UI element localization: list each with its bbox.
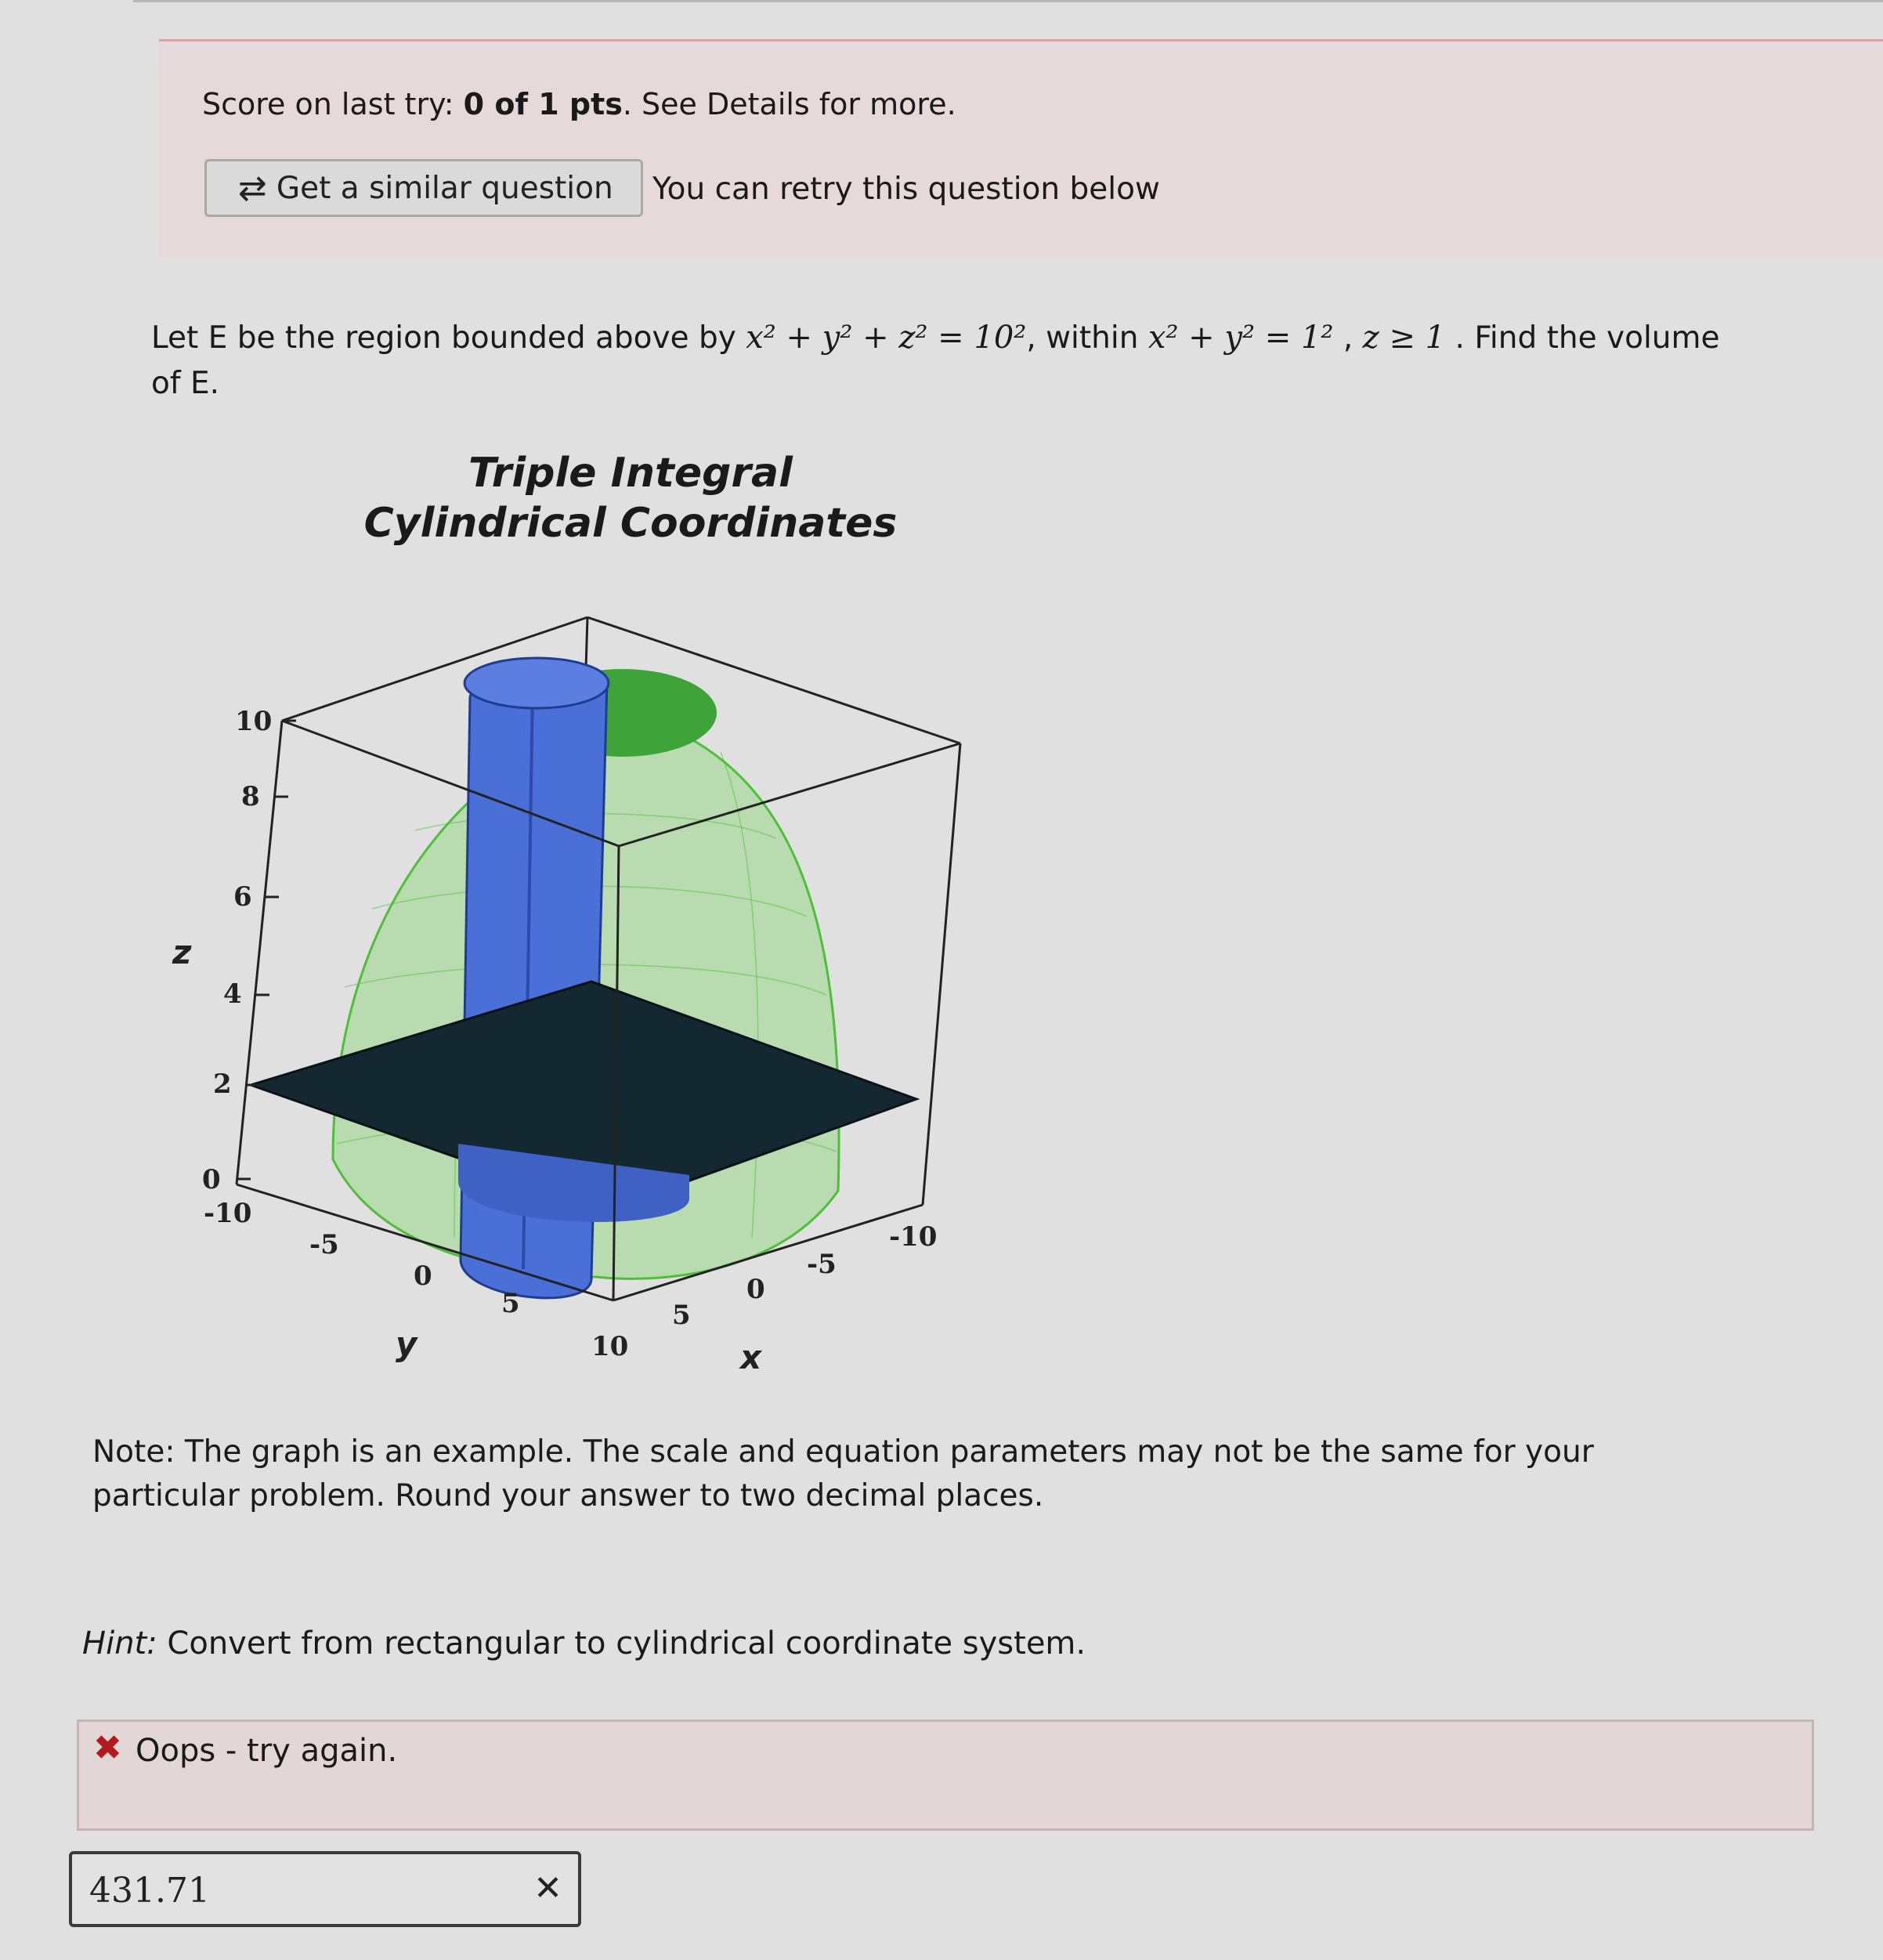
y-tick-10: 10 — [591, 1331, 629, 1362]
sphere-equation: x² + y² + z² = 10² — [746, 320, 1027, 356]
x-axis-label: x — [740, 1338, 762, 1376]
y-axis-label: y — [396, 1325, 417, 1363]
x-tick-5: 5 — [672, 1300, 691, 1331]
hint-label: Hint: — [82, 1625, 157, 1662]
cylinder-equation: x² + y² = 1² — [1148, 320, 1334, 356]
note-text: Note: The graph is an example. The scale and equation parameters may not be the same for your particular problem. Round your answer to two decimal places. — [92, 1434, 1594, 1513]
z-tick-0: 0 — [202, 1164, 221, 1195]
score-panel — [159, 39, 1883, 257]
hint-body: Convert from rectangular to cylindrical coordinate system. — [157, 1625, 1086, 1662]
score-text — [202, 87, 956, 121]
similar-button-label: Get a similar question — [276, 170, 613, 206]
question-part3: , — [1333, 320, 1363, 356]
question-part2: , within — [1026, 320, 1148, 356]
answer-input[interactable] — [88, 1865, 529, 1915]
x-tick-0: 0 — [746, 1274, 765, 1305]
get-similar-question-button[interactable] — [204, 159, 643, 217]
z-tick-2: 2 — [213, 1069, 232, 1100]
score-prefix: Score on last try: — [202, 87, 464, 121]
question-text — [151, 315, 1757, 407]
retry-text: You can retry this question below — [652, 172, 1160, 207]
question-part1: Let E be the region bounded above by — [151, 320, 746, 356]
question-part4: . Find the volume of E. — [151, 320, 1720, 401]
graph-title-line2: Cylindrical Coordinates — [363, 500, 898, 547]
y-tick-minus10: -10 — [204, 1198, 252, 1229]
y-tick-0: 0 — [414, 1260, 432, 1292]
x-tick-minus5: -5 — [807, 1249, 837, 1280]
y-tick-minus5: -5 — [309, 1229, 339, 1260]
cylinder-top — [464, 658, 609, 708]
score-value: 0 of 1 pts — [463, 87, 623, 121]
feedback-panel — [77, 1720, 1814, 1831]
hint-text — [82, 1625, 1086, 1662]
graph-title — [349, 448, 913, 548]
clear-x-icon[interactable]: ✕ — [533, 1868, 562, 1908]
answer-field[interactable] — [69, 1851, 581, 1927]
graph-title-line1: Triple Integral — [468, 450, 793, 497]
y-tick-5: 5 — [501, 1288, 520, 1319]
retry-arrows-icon: ⇄ — [238, 168, 267, 208]
z-tick-10: 10 — [235, 706, 273, 737]
triple-integral-graph — [157, 595, 979, 1402]
z-axis-label: z — [172, 933, 192, 971]
z-tick-6: 6 — [233, 881, 252, 913]
top-divider — [133, 0, 1883, 2]
x-tick-minus10: -10 — [889, 1221, 938, 1253]
z-tick-4: 4 — [223, 978, 242, 1010]
z-tick-8: 8 — [241, 781, 260, 812]
z-condition: z ≥ 1 — [1362, 320, 1446, 356]
feedback-text: Oops - try again. — [136, 1733, 398, 1769]
error-x-icon: ✖ — [93, 1728, 122, 1768]
score-suffix[interactable]: . See Details for more. — [622, 87, 956, 121]
